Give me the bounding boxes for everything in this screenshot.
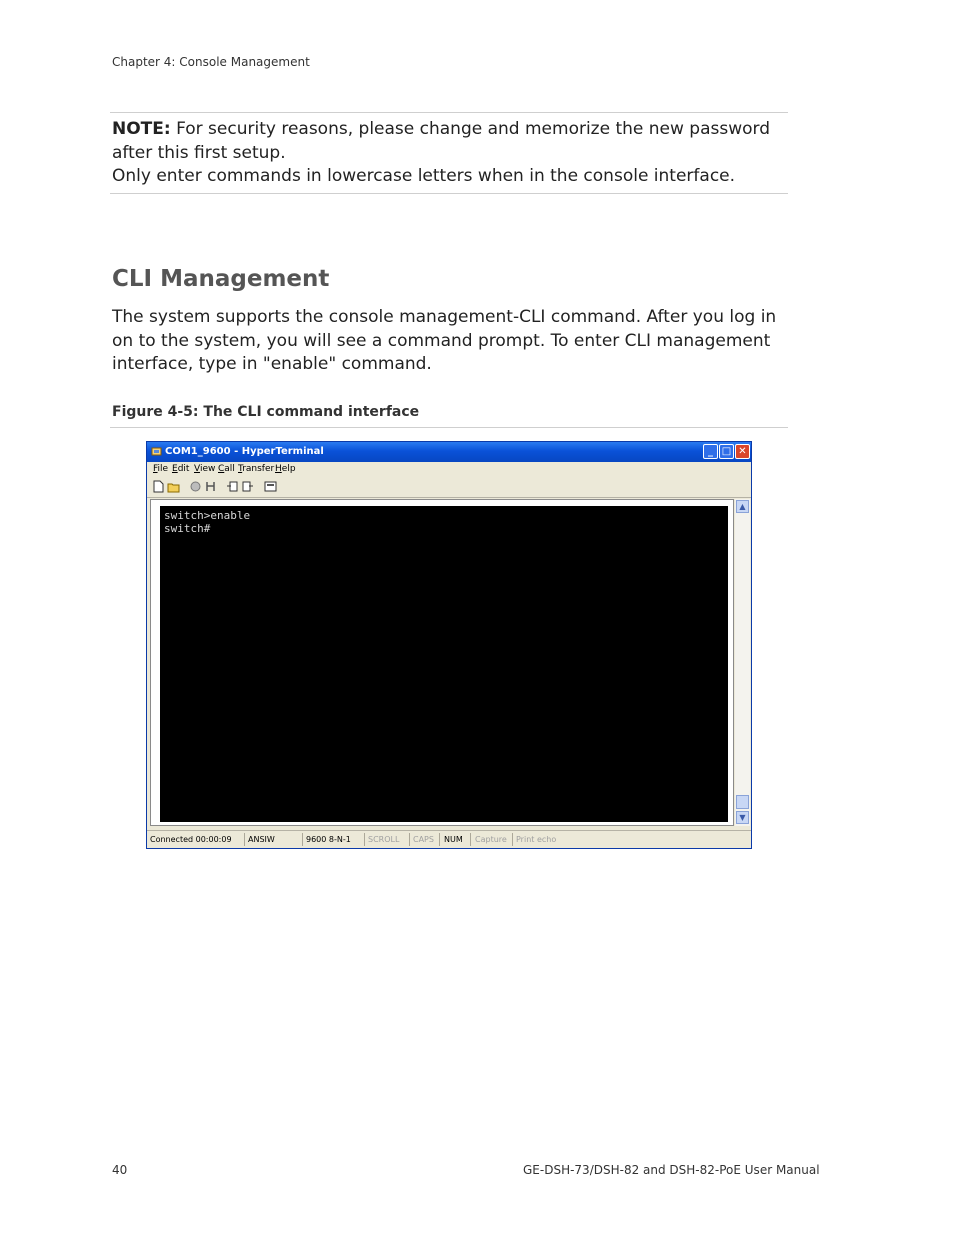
- hyperterminal-window: [146, 441, 752, 849]
- status-connected: Connected 00:00:09: [150, 835, 232, 844]
- note-box: [112, 118, 782, 189]
- status-separator: [512, 833, 513, 846]
- menu-transfer[interactable]: Transfer: [238, 464, 275, 474]
- scroll-up-arrow-icon[interactable]: ▲: [736, 500, 749, 513]
- maximize-button[interactable]: □: [719, 444, 734, 459]
- hyperterminal-app-icon: [151, 446, 162, 457]
- note-bottom-rule: [110, 193, 788, 194]
- terminal-frame: [150, 499, 734, 826]
- terminal-line: switch#: [164, 522, 211, 535]
- status-print-echo: Print echo: [516, 835, 557, 844]
- status-port-settings: 9600 8-N-1: [306, 835, 351, 844]
- status-separator: [244, 833, 245, 846]
- menu-call[interactable]: Call: [218, 464, 235, 474]
- status-separator: [302, 833, 303, 846]
- vertical-scrollbar[interactable]: [735, 499, 750, 826]
- figure-caption: Figure 4-5: The CLI command interface: [112, 404, 420, 420]
- receive-icon[interactable]: [241, 480, 254, 493]
- status-emulation: ANSIW: [248, 835, 275, 844]
- new-file-icon[interactable]: [152, 480, 165, 493]
- properties-icon[interactable]: [264, 480, 277, 493]
- figure-rule: [110, 427, 788, 428]
- manual-title: GE-DSH-73/DSH-82 and DSH-82-PoE User Manual: [523, 1163, 820, 1177]
- close-button[interactable]: ✕: [735, 444, 750, 459]
- send-icon[interactable]: [226, 480, 239, 493]
- status-separator: [409, 833, 410, 846]
- scroll-down-arrow-icon[interactable]: ▼: [736, 811, 749, 824]
- status-scroll: SCROLL: [368, 835, 400, 844]
- menu-edit[interactable]: Edit: [172, 464, 190, 474]
- status-separator: [470, 833, 471, 846]
- open-folder-icon[interactable]: [167, 480, 180, 493]
- connect-icon[interactable]: [189, 480, 202, 493]
- toolbar: [147, 477, 751, 498]
- note-line2: Only enter commands in lowercase letters when in the console interface.: [112, 166, 736, 186]
- menu-file[interactable]: File: [153, 464, 169, 474]
- running-head: Chapter 4: Console Management: [112, 55, 310, 69]
- status-separator: [364, 833, 365, 846]
- note-text: For security reasons, please change and memorize the new password after this first setup.: [112, 119, 771, 163]
- status-separator: [439, 833, 440, 846]
- status-bar: [147, 830, 751, 849]
- menu-view[interactable]: View: [194, 464, 216, 474]
- disconnect-icon[interactable]: [204, 480, 217, 493]
- note-label: NOTE:: [112, 119, 171, 139]
- scrollbar-thumb[interactable]: [736, 795, 749, 809]
- terminal-line: switch>enable: [164, 509, 251, 522]
- section-body: The system supports the console management-CLI command. After you log in on to the system, you will see a command prompt. To enter CLI management interface, type in "enable" command.: [112, 307, 777, 374]
- menu-bar: [147, 462, 751, 477]
- terminal-screen[interactable]: [160, 506, 728, 822]
- minimize-button[interactable]: _: [703, 444, 718, 459]
- page-number: 40: [112, 1163, 128, 1177]
- status-num: NUM: [444, 835, 463, 844]
- status-caps: CAPS: [413, 835, 434, 844]
- menu-help[interactable]: Help: [275, 464, 296, 474]
- note-top-rule: [110, 112, 788, 113]
- section-title: CLI Management: [112, 266, 330, 292]
- window-title: COM1_9600 - HyperTerminal: [165, 446, 324, 457]
- status-capture: Capture: [475, 835, 507, 844]
- window-titlebar: [147, 442, 751, 462]
